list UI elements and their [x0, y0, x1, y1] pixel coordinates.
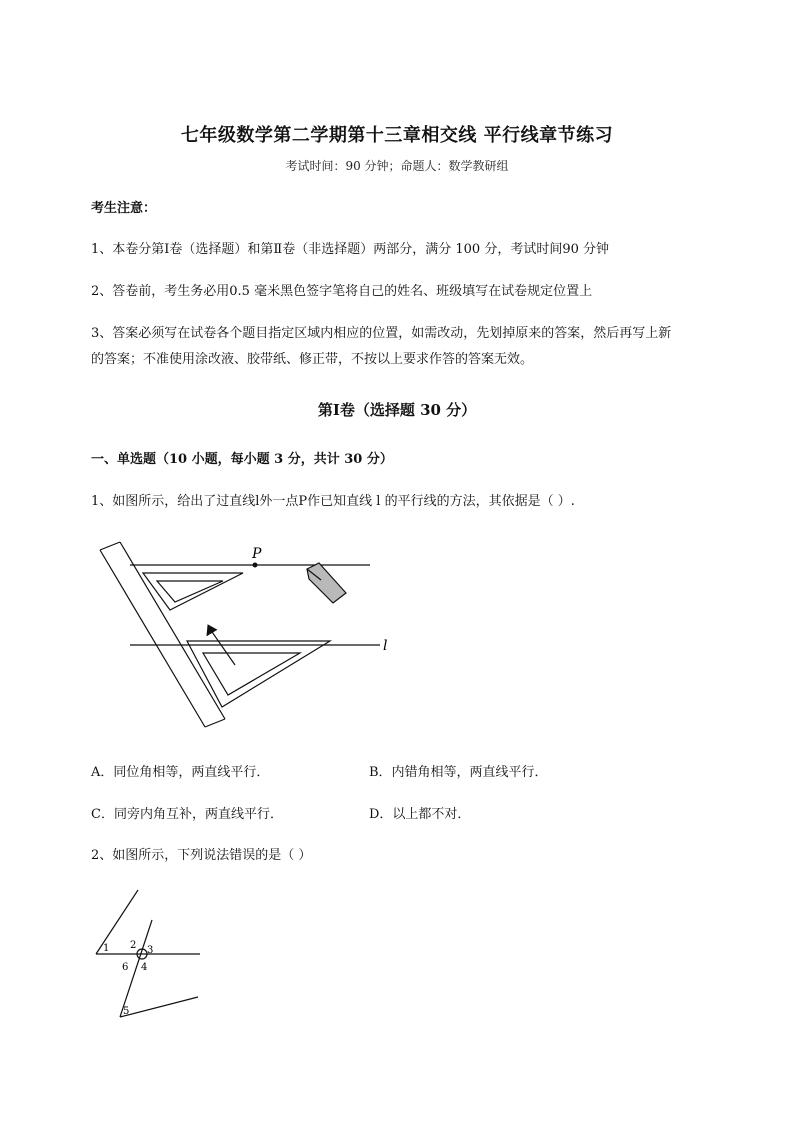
angle-label-2: 2 — [130, 940, 137, 951]
notice-heading: 考生注意： — [91, 201, 157, 216]
question-1-figure — [95, 535, 405, 735]
option-a[interactable]: A．同位角相等，两直线平行． — [91, 765, 270, 780]
option-c[interactable]: C．同旁内角互补，两直线平行． — [91, 807, 283, 822]
question-2-stem: 2、如图所示，下列说法错误的是（ ） — [91, 848, 312, 863]
ruler-edge-left — [100, 550, 205, 727]
label-l: l — [383, 638, 388, 654]
angle-label-3: 3 — [147, 945, 154, 956]
angle-label-4: 4 — [141, 962, 148, 973]
notice-item-2: 2、答卷前，考生务必用0.5 毫米黑色签字笔将自己的姓名、班级填写在试卷规定位置上 — [91, 284, 593, 299]
label-P: P — [252, 546, 262, 562]
question-1-stem: 1、如图所示，给出了过直线l外一点P作已知直线 l 的平行线的方法，其依据是（ ）. — [91, 494, 575, 509]
point-P — [253, 563, 258, 568]
angle-label-5: 5 — [123, 1006, 130, 1017]
triangle-upper-inner — [157, 581, 223, 602]
option-b[interactable]: B．内错角相等，两直线平行． — [369, 765, 548, 780]
option-d[interactable]: D．以上都不对． — [369, 807, 471, 822]
notice-item-3: 3、答案必须写在试卷各个题目指定区域内相应的位置，如需改动，先划掉原来的答案，然后再写上新 — [91, 326, 672, 341]
part-title: 一、单选题（10 小题，每小题 3 分，共计 30 分） — [91, 452, 393, 467]
angle-label-1: 1 — [103, 943, 110, 954]
page-title: 七年级数学第二学期第十三章相交线 平行线章节练习 — [180, 125, 614, 146]
lower-line — [120, 997, 198, 1017]
question-2-figure — [88, 885, 208, 1025]
arrow — [210, 629, 235, 665]
angle-label-6: 6 — [122, 962, 129, 973]
notice-item-3-cont: 的答案；不准使用涂改液、胶带纸、修正带，不按以上要求作答的答案无效。 — [91, 352, 534, 367]
pencil — [307, 563, 346, 603]
triangle-lower-outer — [187, 641, 330, 707]
triangle-upper-outer — [143, 573, 243, 610]
notice-item-1: 1、本卷分第Ⅰ卷（选择题）和第Ⅱ卷（非选择题）两部分，满分 100 分，考试时间90 分钟 — [91, 242, 609, 257]
exam-info: 考试时间：90 分钟；命题人：数学教研组 — [285, 159, 509, 173]
section-title: 第Ⅰ卷（选择题 30 分） — [317, 401, 477, 419]
